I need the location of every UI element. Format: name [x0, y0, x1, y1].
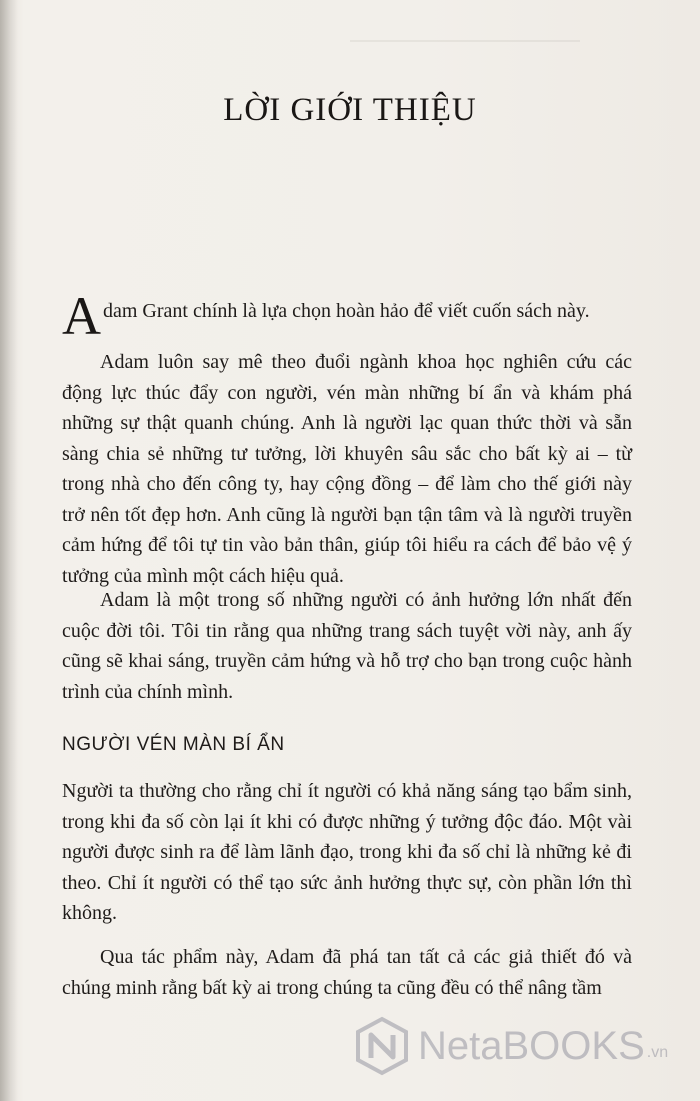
- page-title: LỜI GIỚI THIỆU: [223, 92, 477, 128]
- lead-paragraph: [62, 286, 632, 346]
- drop-cap: A: [62, 286, 101, 346]
- netabooks-logo-icon: [354, 1016, 410, 1076]
- page-gutter-shadow: [0, 0, 18, 1101]
- section-paragraph-1: Người ta thường cho rằng chỉ ít người có khả năng sáng tạo bẩm sinh, trong khi đa số còn lại ít khi có được những ý tưởng độc đáo. Một vài người được sinh ra để làm lãnh đạo, trong khi đa số chỉ là những kẻ đi theo. Chỉ ít người có thể tạo sức ảnh hưởng thực sự, còn phần lớn thì không.: [62, 780, 632, 924]
- paragraph-2: Adam là một trong số những người có ảnh hưởng lớn nhất đến cuộc đời tôi. Tôi tin rằng qua những trang sách tuyệt vời này, anh ấy cũng sẽ khai sáng, truyền cảm hứng và hỗ trợ cho bạn trong cuộc hành trình của chính mình.: [62, 589, 632, 703]
- lead-text: dam Grant chính là lựa chọn hoàn hảo để viết cuốn sách này.: [103, 300, 590, 322]
- section-paragraph-2: Qua tác phẩm này, Adam đã phá tan tất cả các giả thiết đó và chúng minh rằng bất kỳ ai trong chúng ta cũng đều có thể nâng tầm: [62, 946, 632, 999]
- bleed-through-line: [350, 40, 580, 42]
- watermark-text: NetaBOOKS: [418, 1023, 645, 1068]
- watermark-suffix: .vn: [646, 1044, 669, 1061]
- watermark: [354, 1014, 668, 1078]
- section-heading: NGƯỜI VÉN MÀN BÍ ẨN: [62, 734, 285, 755]
- paragraph-1: Adam luôn say mê theo đuổi ngành khoa học nghiên cứu các động lực thúc đẩy con người, vén màn những bí ẩn và khám phá những sự thật quanh chúng. Anh là người lạc quan thức thời và sẵn sàng chia sẻ những tư tưởng, lời khuyên sâu sắc cho bất kỳ ai – từ trong nhà cho đến công ty, hay cộng đồng – để làm cho thế giới này trở nên tốt đẹp hơn. Anh cũng là người bạn tận tâm và là người truyền cảm hứng để tôi tự tin vào bản thân, giúp tôi hiểu ra cách để bảo vệ ý tưởng của mình một cách hiệu quả.: [62, 351, 632, 587]
